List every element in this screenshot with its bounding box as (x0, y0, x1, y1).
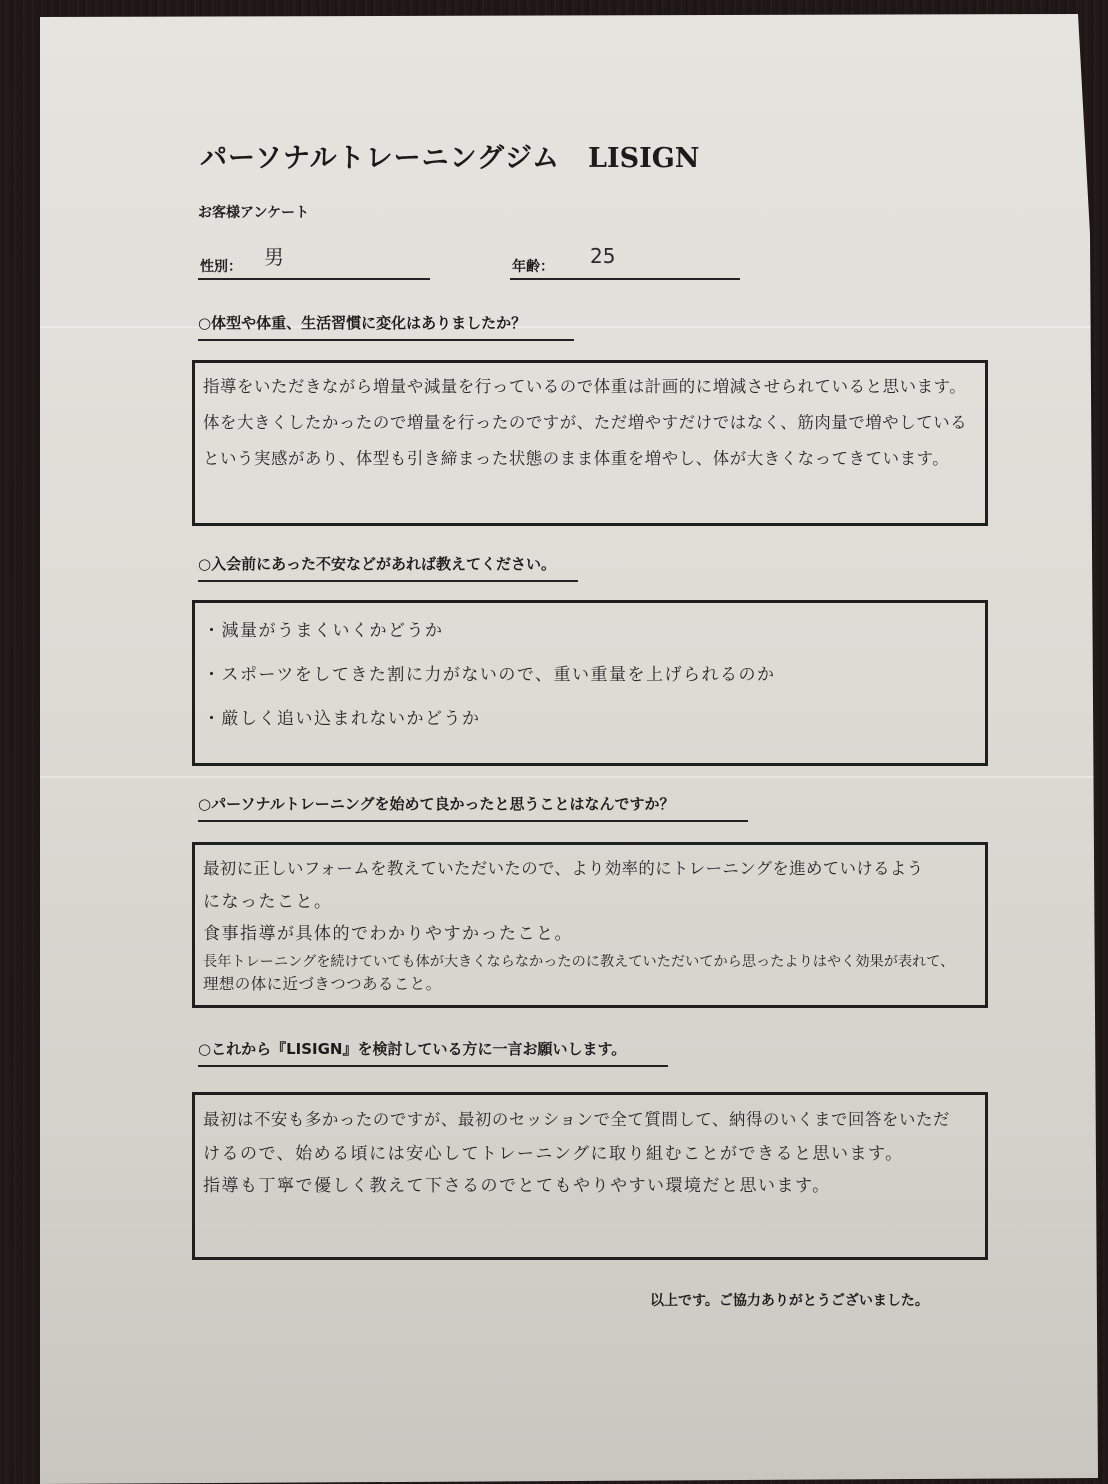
answer-3-line: 食事指導が具体的でわかりやすかったこと。 (203, 924, 573, 944)
answer-2-line: ・厳しく追い込まれないかどうか (203, 709, 481, 729)
answer-3-line: になったこと。 (203, 892, 333, 912)
age-field (510, 244, 740, 280)
answer-3-box (192, 842, 988, 1008)
answer-3-line: 最初に正しいフォームを教えていただいたので、より効率的にトレーニングを進めていけるよう (203, 859, 924, 878)
question-3-heading: ○パーソナルトレーニングを始めて良かったと思うことはなんですか？ (198, 793, 748, 822)
question-4-heading: ○これから『LISIGN』を検討している方に一言お願いします。 (198, 1038, 668, 1067)
paper-fold-line (40, 776, 1098, 778)
gender-field (198, 244, 430, 280)
answer-4-line: 指導も丁寧で優しく教えて下さるのでとてもやりやすい環境だと思います。 (203, 1176, 831, 1196)
age-value: 25 (590, 244, 616, 268)
brand-name: LISIGN (587, 143, 700, 174)
gender-label: 性別： (200, 259, 242, 275)
answer-2-line: ・減量がうまくいくかどうか (203, 621, 444, 641)
answer-1-line: という実感があり、体型も引き締まった状態のまま体重を増やし、体が大きくなってきています。 (203, 449, 950, 468)
question-2-heading: ○入会前にあった不安などがあれば教えてください。 (198, 553, 578, 582)
answer-4-box (192, 1092, 988, 1260)
answer-4-line: 最初は不安も多かったのですが、最初のセッションで全て質問して、納得のいくまで回答をいただ (203, 1110, 950, 1129)
answer-2-box (192, 600, 988, 766)
answer-1-box (192, 360, 988, 526)
age-label: 年齢： (512, 259, 554, 275)
answer-1-line: 指導をいただきながら増量や減量を行っているので体重は計画的に増減させられていると思います。 (203, 377, 967, 396)
document-title (200, 136, 699, 175)
gender-value: 男 (264, 245, 284, 269)
gym-title: パーソナルトレーニングジム (200, 143, 560, 174)
survey-subtitle: お客様アンケート (198, 205, 310, 221)
question-1-heading: ○体型や体重、生活習慣に変化はありましたか？ (198, 312, 574, 341)
answer-3-line: 長年トレーニングを続けていても体が大きくならなかったのに教えていただいてから思ったよりはやく効果が表れて、 (203, 954, 955, 970)
answer-4-line: けるので、始める頃には安心してトレーニングに取り組むことができると思います。 (203, 1144, 904, 1164)
answer-2-line: ・スポーツをしてきた割に力がないので、重い重量を上げられるのか (203, 665, 776, 685)
answer-1-line: 体を大きくしたかったので増量を行ったのですが、ただ増やすだけではなく、筋肉量で増やしている (203, 413, 968, 432)
closing-message: 以上です。ご協力ありがとうございました。 (650, 1293, 929, 1309)
answer-3-line: 理想の体に近づきつつあること。 (203, 975, 442, 993)
